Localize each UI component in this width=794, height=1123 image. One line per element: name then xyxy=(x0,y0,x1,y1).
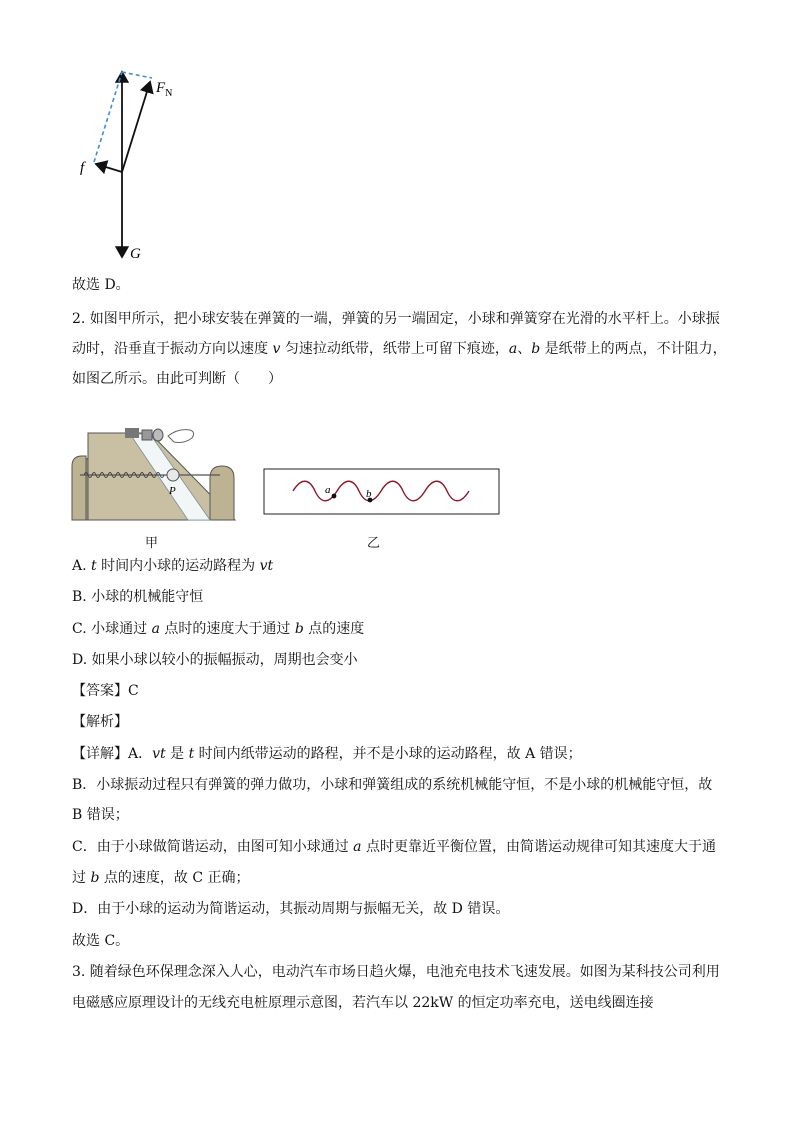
label-g: G xyxy=(130,246,141,262)
q3-line1: 3. 随着绿色环保理念深入人心，电动汽车市场日趋火爆，电池充电技术飞速发展。如图为某科技公司利用 xyxy=(72,964,720,980)
detail-d: D．由于小球的运动为简谐运动，其振动周期与振幅无关，故 D 错误。 xyxy=(72,901,510,917)
detail-c-line1: C．由于小球做简谐运动，由图可知小球通过 a 点时更靠近平衡位置，由简谐运动规律可知其速度大于通 xyxy=(72,839,716,855)
detail-b-line1: B．小球振动过程只有弹簧的弹力做功，小球和弹簧组成的系统机械能守恒，不是小球的机械能守恒，故 xyxy=(72,777,713,793)
option-a: A. t 时间内小球的运动路程为 vt xyxy=(72,558,274,574)
dashed-line-top xyxy=(122,72,152,78)
q2-stem-line1: 2. 如图甲所示，把小球安装在弹簧的一端，弹簧的另一端固定，小球和弹簧穿在光滑的水平杆上。小球振 xyxy=(72,311,720,327)
option-d: D. 如果小球以较小的振幅振动，周期也会变小 xyxy=(72,652,358,668)
figure-yi-caption: 乙 xyxy=(367,536,381,551)
svg-text:b: b xyxy=(366,488,372,500)
q2-stem-line2: 动时，沿垂直于振动方向以速度 v 匀速拉动纸带，纸带上可留下痕迹，a、b 是纸带上的两点，不计阻力， xyxy=(72,341,727,357)
detail-c-line2: 过 b 点的速度，故 C 正确； xyxy=(72,870,250,886)
answer: 【答案】C xyxy=(72,683,139,699)
ball xyxy=(167,469,179,481)
force-diagram xyxy=(70,62,200,267)
point-a xyxy=(332,494,337,499)
dashed-line-left xyxy=(94,72,122,162)
figure-jia-caption: 甲 xyxy=(145,536,159,551)
svg-text:P: P xyxy=(169,485,176,497)
label-f: f xyxy=(80,160,85,176)
normal-force-arrow xyxy=(122,82,150,172)
q3-line2: 电磁感应原理设计的无线充电桩原理示意图，若汽车以 22kW 的恒定功率充电，送电线圈连接 xyxy=(72,995,654,1011)
analysis-label: 【解析】 xyxy=(72,714,128,730)
detail-a: 【详解】A．vt 是 t 时间内纸带运动的路程，并不是小球的运动路程，故 A 错误； xyxy=(72,746,582,762)
detail-b-line2: B 错误； xyxy=(72,807,129,823)
label-fn: $F_N$ xyxy=(156,80,173,99)
q1-conclusion: 故选 D。 xyxy=(72,277,130,293)
friction-arrow xyxy=(96,164,122,172)
svg-text:a: a xyxy=(325,484,331,496)
figure-yi-tape xyxy=(263,468,501,516)
option-b: B. 小球的机械能守恒 xyxy=(72,589,204,605)
figure-jia-apparatus xyxy=(70,428,240,528)
q2-stem-line3: 如图乙所示。由此可判断（ ） xyxy=(72,371,282,387)
q2-conclusion: 故选 C。 xyxy=(72,933,130,949)
option-c: C. 小球通过 a 点时的速度大于通过 b 点的速度 xyxy=(72,621,365,637)
